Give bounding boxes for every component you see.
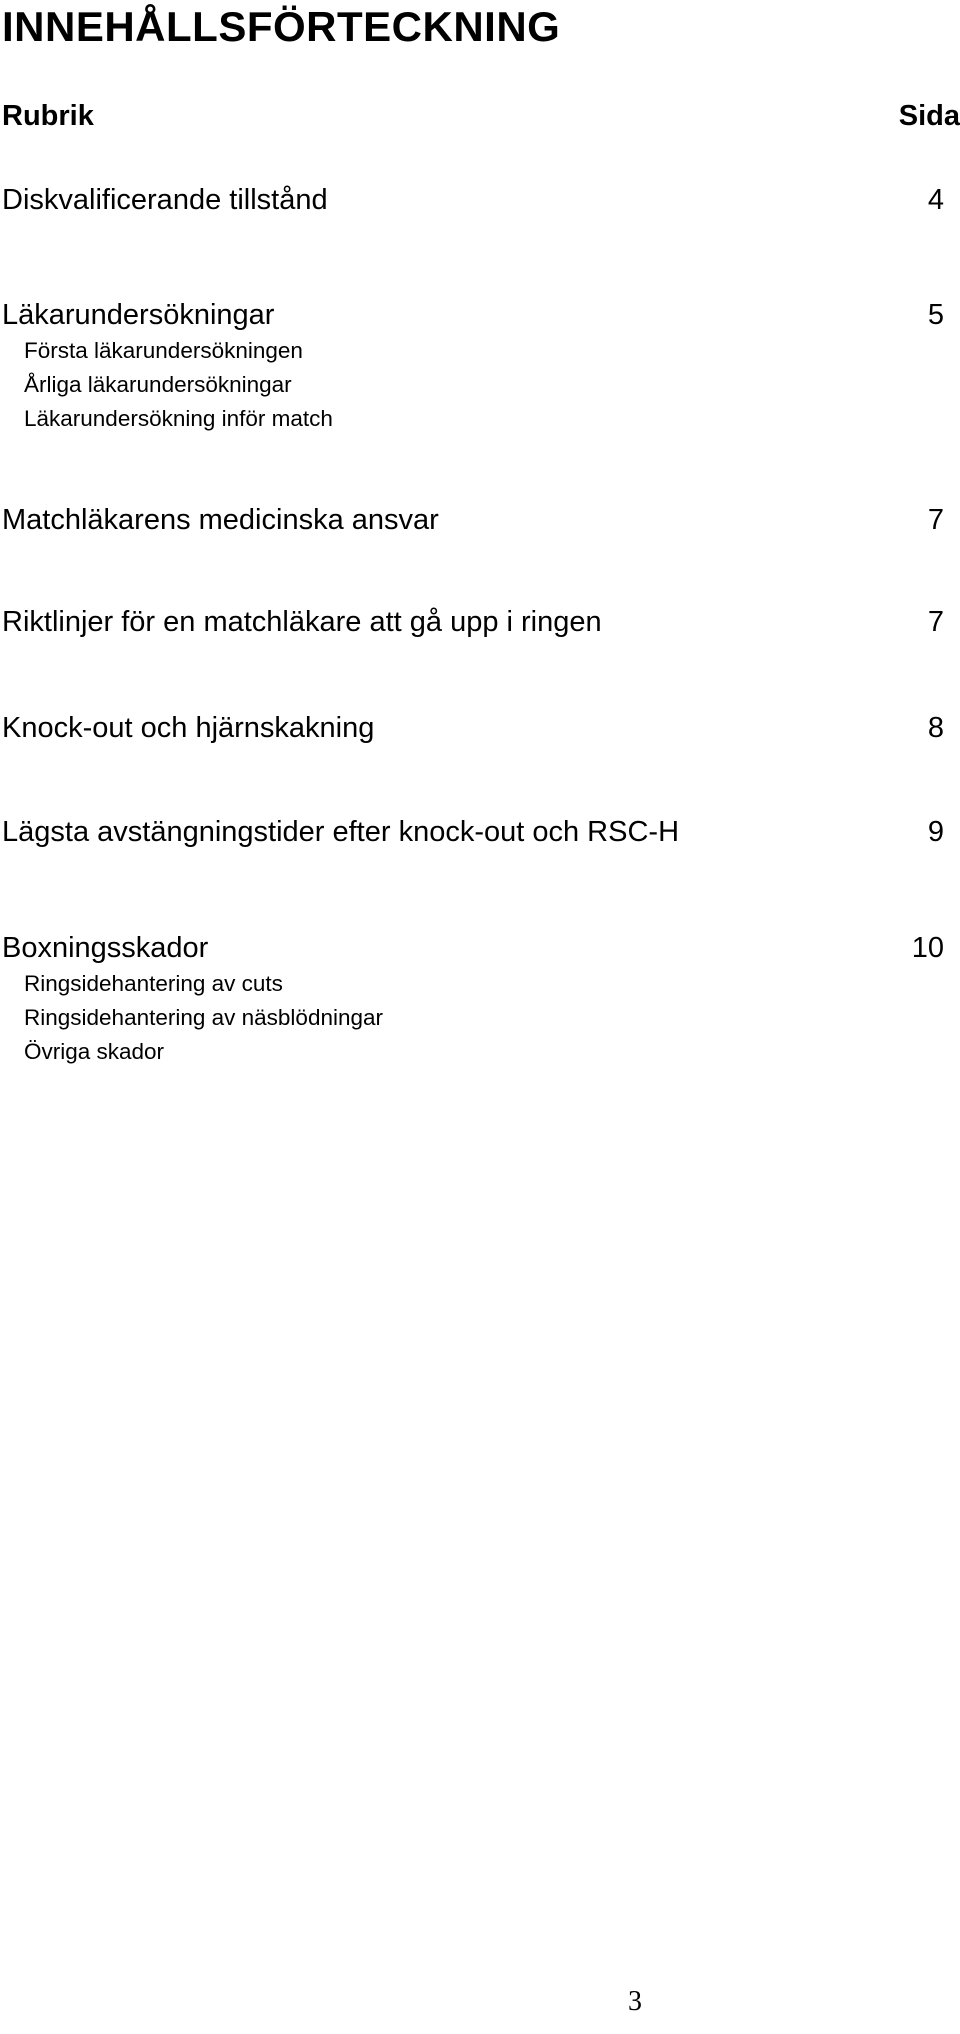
page-number: 3 — [628, 1986, 642, 2017]
toc-entry-page: 5 — [927, 299, 944, 331]
toc-subentry: Ringsidehantering av näsblödningar — [24, 1005, 384, 1030]
toc-subentry: Årliga läkarundersökningar — [24, 372, 292, 397]
toc-subentry: Läkarundersökning inför match — [24, 406, 333, 431]
toc-entry-boxing-injuries — [2, 928, 944, 968]
toc-entry-title: Lägsta avstängningstider efter knock-out och RSC-H — [2, 816, 680, 848]
toc-entry-page: 7 — [927, 606, 944, 638]
toc-entry-title: Diskvalificerande tillstånd — [2, 184, 328, 216]
toc-subentry-list — [24, 967, 383, 1069]
toc-entry-suspension-periods — [2, 812, 944, 852]
toc-entry-page: 7 — [927, 504, 944, 536]
toc-entry-page: 8 — [927, 712, 944, 744]
document-title: INNEHÅLLSFÖRTECKNING — [2, 3, 561, 50]
toc-entry-disqualifying-conditions — [2, 180, 944, 220]
toc-entry-page: 9 — [927, 816, 944, 848]
toc-subentry: Övriga skador — [24, 1039, 165, 1064]
toc-entry-knockout-concussion — [2, 708, 944, 748]
column-header-heading: Rubrik — [2, 100, 94, 132]
toc-subentry: Ringsidehantering av cuts — [24, 971, 283, 996]
column-header-page: Sida — [898, 100, 960, 132]
toc-entry-title: Knock-out och hjärnskakning — [2, 712, 375, 744]
toc-entry-match-doctor-responsibility — [2, 500, 944, 540]
toc-entry-title: Boxningsskador — [2, 932, 209, 964]
toc-entry-page: 4 — [927, 184, 944, 216]
toc-entry-title: Matchläkarens medicinska ansvar — [2, 504, 439, 536]
toc-entry-page: 10 — [911, 932, 944, 964]
toc-entry-title: Riktlinjer för en matchläkare att gå upp i ringen — [2, 606, 602, 638]
toc-entry-medical-examinations — [2, 295, 944, 335]
toc-entry-title: Läkarundersökningar — [2, 299, 275, 331]
toc-entry-ring-guidelines — [2, 602, 944, 642]
toc-subentry-list — [24, 334, 333, 436]
toc-subentry: Första läkarundersökningen — [24, 338, 303, 363]
